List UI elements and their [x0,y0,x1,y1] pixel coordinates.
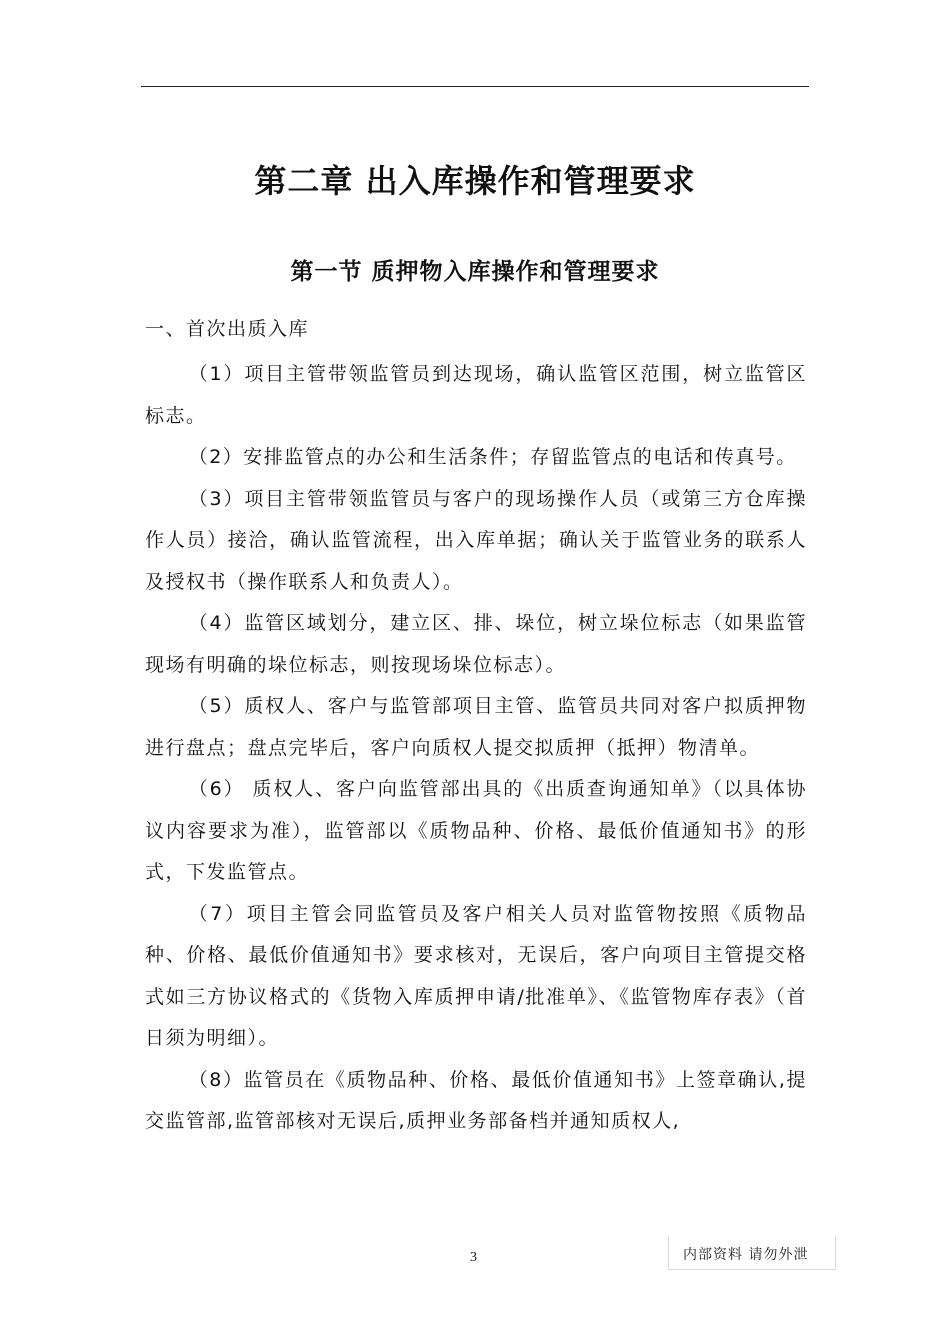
page-number: 3 [470,1250,477,1265]
paragraph-6: （6） 质权人、客户向监管部出具的《出质查询通知单》（以具体协议内容要求为准），监管部以《质物品种、价格、最低价值通知书》的形式，下发监管点。 [145,778,807,883]
paragraph-5: （5）质权人、客户与监管部项目主管、监管员共同对客户拟质押物进行盘点；盘点完毕后，客户向质权人提交拟质押（抵押）物清单。 [145,695,807,759]
chapter-title: 第二章 出入库操作和管理要求 [254,162,696,200]
paragraph-8: （8）监管员在《质物品种、价格、最低价值通知书》上签章确认,提交监管部,监管部核对无误后,质押业务部备档并通知质权人, [145,1068,807,1132]
paragraph-7: （7）项目主管会同监管员及客户相关人员对监管物按照《质物品种、价格、最低价值通知书》要求核对，无误后，客户向项目主管提交格式如三方协议格式的《货物入库质押申请/批准单》、《监管物库存表》（首日须为明细）。 [145,902,807,1049]
paragraph-3: （3）项目主管带领监管员与客户的现场操作人员（或第三方仓库操作人员）接洽，确认监管流程，出入库单据；确认关于监管业务的联系人及授权书（操作联系人和负责人）。 [145,487,807,593]
subsection-heading: 一、首次出质入库 [145,318,310,340]
document-body [145,313,807,1143]
confidential-note: 内部资料 请勿外泄 [683,1247,809,1263]
section-title: 第一节 质押物入库操作和管理要求 [290,258,660,285]
paragraph-4: （4）监管区域划分，建立区、排、垛位，树立垛位标志（如果监管现场有明确的垛位标志，则按现场垛位标志）。 [145,612,807,676]
header-rule [141,86,809,87]
paragraph-1: （1）项目主管带领监管员到达现场，确认监管区范围，树立监管区标志。 [145,363,807,427]
paragraph-2: （2）安排监管点的办公和生活条件；存留监管点的电话和传真号。 [188,446,797,468]
